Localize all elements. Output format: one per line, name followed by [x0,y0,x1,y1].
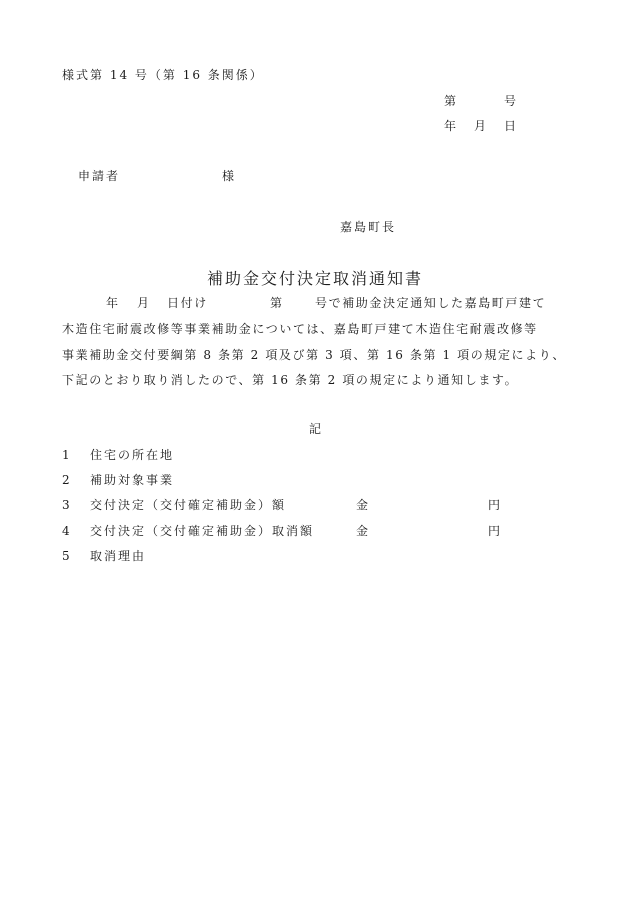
item-4-en: 円 [488,524,501,538]
applicant-honorific: 様 [222,169,235,183]
item-label: 補助対象事業 [90,473,175,487]
item-label: 交付決定（交付確定補助金）取消額 [90,524,315,538]
applicant-label: 申請者 [78,169,121,183]
item-3-en: 円 [488,498,501,512]
item-3 [62,496,286,513]
body-line1-rest: 号で補助金決定通知した嘉島町戸建て [315,296,547,310]
item-number: 1 [62,448,72,462]
body-line-4: 下記のとおり取り消したので、第 16 条第 2 項の規定により通知します。 [62,373,519,387]
date-month: 月 [474,119,487,133]
item-3-kin: 金 [356,498,369,512]
item-label: 取消理由 [90,549,147,563]
item-5 [62,547,146,564]
body-line-3: 事業補助金交付要綱第 8 条第 2 項及び第 3 項、第 16 条第 1 項の規定により、 [62,348,566,362]
doc-number-suffix: 号 [504,94,519,108]
item-4 [62,522,314,539]
body-line-2: 木造住宅耐震改修等事業補助金については、嘉島町戸建て木造住宅耐震改修等 [62,322,538,336]
date-day: 日 [504,119,517,133]
item-number: 3 [62,498,72,512]
item-label: 住宅の所在地 [90,448,175,462]
item-label: 交付決定（交付確定補助金）額 [90,498,287,512]
item-number: 5 [62,549,72,563]
body-month: 月 [137,296,151,310]
ki-heading: 記 [309,422,322,436]
doc-number-prefix: 第 [444,94,459,108]
item-number: 4 [62,524,72,538]
item-4-kin: 金 [356,524,369,538]
body-day: 日付け [167,296,208,310]
body-dai: 第 [270,296,284,310]
item-2 [62,471,174,488]
body-year: 年 [106,296,120,310]
document-title: 補助金交付決定取消通知書 [207,269,424,288]
form-number: 様式第 14 号（第 16 条関係） [62,68,264,82]
date-year: 年 [444,119,457,133]
issuer: 嘉島町長 [340,220,397,234]
item-1 [62,446,174,463]
item-number: 2 [62,473,72,487]
